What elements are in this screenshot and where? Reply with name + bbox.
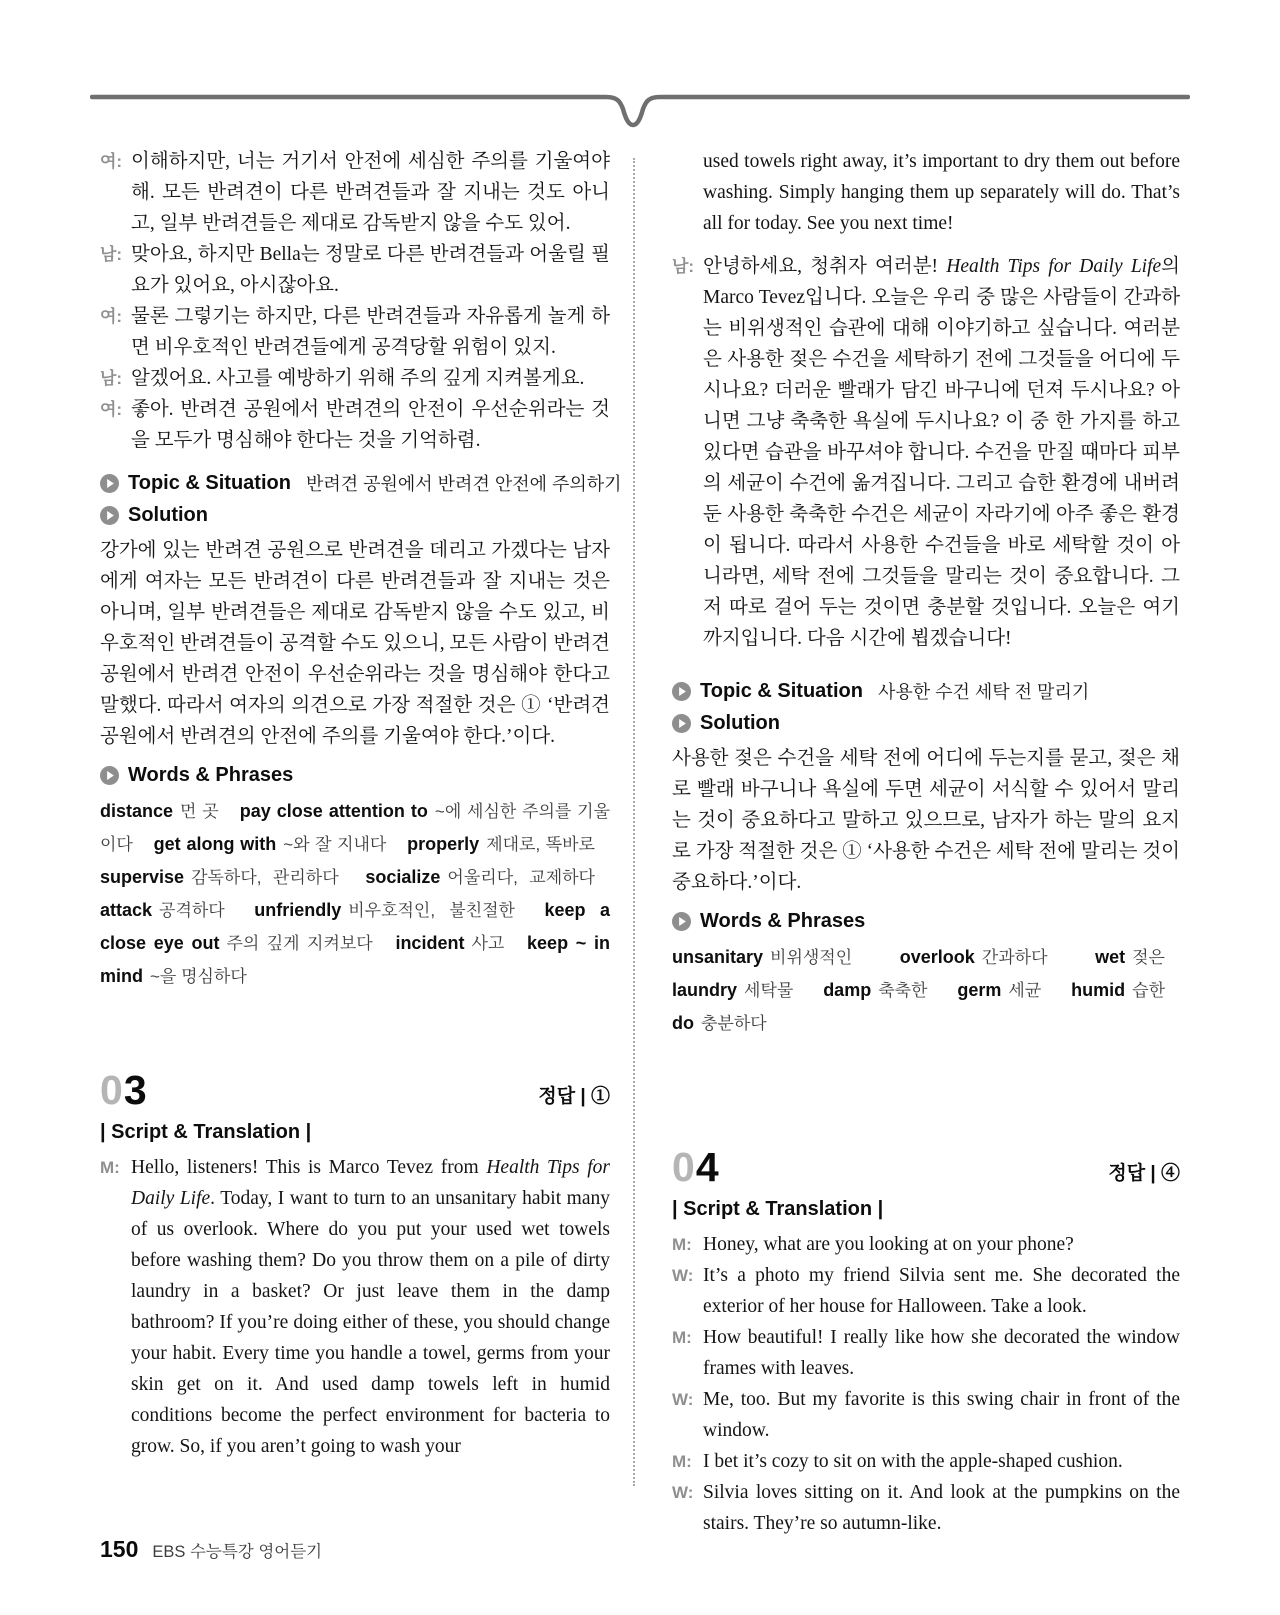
- word-term: incident: [395, 933, 465, 953]
- word-meaning: 간과하다: [981, 948, 1048, 967]
- word-meaning: 축축한: [878, 981, 928, 1000]
- dialogue-text: 이해하지만, 너는 거기서 안전에 세심한 주의를 기울여야 해. 모든 반려견이 다른 반려견들과 잘 지내는 것도 아니고, 일부 반려견들은 제대로 감독받지 않을 수도 있어.: [131, 151, 610, 234]
- word-meaning: 어울리다, 교제하다: [447, 868, 595, 887]
- section-solution: [100, 504, 610, 527]
- dialogue-text: Me, too. But my favorite is this swing chair in front of the window.: [703, 1389, 1180, 1441]
- dialogue-text: 물론 그렇기는 하지만, 다른 반려견들과 자유롭게 놀게 하면 비우호적인 반려견들에게 공격당할 위험이 있지.: [131, 306, 610, 358]
- page-number: 150: [100, 1536, 139, 1562]
- word-meaning: 감독하다, 관리하다: [191, 868, 339, 887]
- word-meaning: ~와 잘 지내다: [283, 835, 387, 854]
- dialogue-text: Hello, listeners! This is Marco Tevez from Health Tips for Daily Life. Today, I want to turn to an unsanitary habit many of us overlook. Where do you put your used wet towels before washing them? Do you throw them on a pile of dirty laundry in a basket? Or just leave them in the damp bathroom? If you’re doing either of these, you should change your habit. Every time you handle a towel, germs from your skin get on it. And used damp towels left in humid conditions become the perfect environment for bacteria to grow. So, if you aren’t going to wash your: [131, 1157, 610, 1457]
- dialogue-turn: [100, 146, 610, 239]
- dialogue-turn: [100, 239, 610, 301]
- script-03-english: [100, 1152, 610, 1462]
- dialogue-turn: [672, 1384, 1180, 1446]
- solution-text: 사용한 젖은 수건을 세탁 전에 어디에 두는지를 묻고, 젖은 채로 빨래 바구니나 욕실에 두면 세균이 서식할 수 있어서 말리는 것이 중요하다고 말하고 있으므로, 남자가 하는 말의 요지로 가장 적절한 것은 ① ‘사용한 수건은 세탁 전에 말리는 것이 중요하다.’이다.: [672, 748, 1180, 893]
- word-term: do: [672, 1013, 694, 1033]
- dialogue-text: I bet it’s cozy to sit on with the apple-shaped cushion.: [703, 1451, 1123, 1472]
- word-meaning: 먼 곳: [180, 802, 219, 821]
- word-item: [395, 933, 504, 953]
- answer-badge: 정답 | ④: [1108, 1163, 1180, 1184]
- word-term: socialize: [365, 867, 441, 887]
- dialogue-turn: [100, 301, 610, 363]
- dialogue-text: How beautiful! I really like how she decorated the window frames with leaves.: [703, 1327, 1180, 1379]
- word-item: [100, 867, 339, 887]
- section-label: Topic & Situation: [128, 471, 291, 494]
- word-term: laundry: [672, 980, 738, 1000]
- speaker-label: 여:: [100, 400, 123, 419]
- question-04-header: [672, 1144, 1180, 1190]
- word-meaning: 젖은: [1132, 948, 1165, 967]
- dialogue-turn: [100, 1152, 610, 1462]
- word-meaning: 주의 깊게 지켜보다: [226, 934, 373, 953]
- section-label: Solution: [128, 504, 208, 526]
- word-meaning: 비위생적인: [770, 948, 853, 967]
- word-item: [407, 834, 595, 854]
- script-04-english: [672, 1229, 1180, 1539]
- words-list: [100, 795, 610, 993]
- word-term: unfriendly: [254, 900, 342, 920]
- dialogue-turn: [672, 1446, 1180, 1477]
- play-icon: [100, 766, 119, 785]
- play-icon: [672, 714, 691, 733]
- word-term: distance: [100, 801, 174, 821]
- dialogue-turn: [672, 251, 1180, 654]
- word-term: keep a close eye out: [100, 900, 610, 953]
- speaker-label: 남:: [100, 369, 123, 388]
- topic-value: 반려견 공원에서 반려견 안전에 주의하기: [305, 474, 622, 494]
- dialogue-turn: [672, 1260, 1180, 1322]
- dialogue-text: It’s a photo my friend Silvia sent me. She decorated the exterior of her house for Halloween. Take a look.: [703, 1265, 1180, 1317]
- question-03-header: [100, 1067, 610, 1113]
- word-item: [672, 947, 852, 967]
- dialogue-turn: [100, 394, 610, 456]
- speaker-label: W:: [672, 1483, 694, 1502]
- word-item: [100, 801, 219, 821]
- section-label: Words & Phrases: [700, 910, 866, 932]
- speaker-label: 여:: [100, 307, 123, 326]
- section-topic-situation: [100, 470, 622, 496]
- word-meaning: 제대로, 똑바로: [486, 835, 595, 854]
- dialogue-turn: [672, 1229, 1180, 1260]
- word-item: [672, 980, 793, 1000]
- speaker-label: 남:: [100, 245, 123, 264]
- word-meaning: ~에 세심한 주의를 기울이다: [100, 802, 610, 854]
- word-meaning: 공격하다: [159, 901, 225, 920]
- answer-badge: 정답 | ①: [538, 1086, 610, 1107]
- play-icon: [672, 682, 691, 701]
- dialogue-text: Silvia loves sitting on it. And look at the pumpkins on the stairs. They’re so autumn-like.: [703, 1482, 1180, 1534]
- script-translation-header: | Script & Translation |: [100, 1121, 312, 1143]
- speaker-label: M:: [672, 1452, 692, 1471]
- word-item: [154, 834, 387, 854]
- script-translation-header: | Script & Translation |: [672, 1198, 884, 1220]
- word-item: [823, 980, 927, 1000]
- script-03-continuation: used towels right away, it’s important to dry them out before washing. Simply hanging them up separately will do. That’s all for today. See you next time!: [703, 151, 1180, 234]
- dialogue-text: 안녕하세요, 청취자 여러분! Health Tips for Daily Life의 Marco Tevez입니다. 오늘은 우리 중 많은 사람들이 간과하는 비위생적인 습관에 대해 이야기하고 싶습니다. 여러분은 사용한 젖은 수건을 세탁하기 전에 그것들을 어디에 두시나요? 더러운 빨래가 담긴 바구니에 던져 두시나요? 아니면 그냥 축축한 욕실에 두시나요? 이 중 한 가지를 하고 있다면 습관을 바꾸셔야 합니다. 수건을 만질 때마다 피부의 세균이 수건에 옮겨집니다. 그리고 습한 환경에 내버려둔 사용한 축축한 수건은 세균이 자라기에 아주 좋은 환경이 됩니다. 따라서 사용한 수건들을 바로 세탁할 것이 아니라면, 세탁 전에 그것들을 말리는 것이 중요합니다. 그저 따로 걸어 두는 것이면 충분할 것입니다. 오늘은 여기까지입니다. 다음 시간에 뵙겠습니다!: [703, 256, 1180, 649]
- word-meaning: 사고: [471, 934, 505, 953]
- speaker-label: M:: [100, 1158, 120, 1177]
- word-meaning: 비우호적인, 불친절한: [348, 901, 515, 920]
- question-number: 03: [100, 1067, 148, 1113]
- word-term: supervise: [100, 867, 185, 887]
- speaker-label: W:: [672, 1390, 694, 1409]
- right-column: [672, 146, 1180, 1539]
- speaker-label: W:: [672, 1266, 694, 1285]
- word-item: [1071, 980, 1165, 1000]
- word-term: attack: [100, 900, 153, 920]
- page-footer: [100, 1536, 322, 1563]
- word-meaning: 세균: [1008, 981, 1042, 1000]
- dialogue-text: 알겠어요. 사고를 예방하기 위해 주의 깊게 지켜볼게요.: [131, 368, 585, 389]
- play-icon: [100, 474, 119, 493]
- speaker-label: 여:: [100, 152, 123, 171]
- dialogue-02-korean: [100, 146, 610, 456]
- solution-text: 강가에 있는 반려견 공원으로 반려견을 데리고 가겠다는 남자에게 여자는 모든 반려견이 다른 반려견들과 잘 지내는 것은 아니며, 일부 반려견들은 제대로 감독받지 않을 수도 있고, 비우호적인 반려견들이 공격할 수도 있으니, 모든 사람이 반려견 공원에서 반려견 안전이 우선순위라는 것을 명심해야 한다고 말했다. 따라서 여자의 의견으로 가장 적절한 것은 ① ‘반려견 공원에서 반려견의 안전에 주의를 기울여야 한다.’이다.: [100, 540, 610, 747]
- word-term: humid: [1071, 980, 1126, 1000]
- speaker-label: M:: [672, 1235, 692, 1254]
- words-list: [672, 941, 1180, 1040]
- section-topic-situation: [672, 678, 1180, 704]
- play-icon: [100, 506, 119, 525]
- dialogue-turn: [100, 363, 610, 394]
- speaker-label: M:: [672, 1328, 692, 1347]
- word-term: keep ~ in mind: [100, 933, 610, 986]
- word-meaning: 세탁물: [744, 981, 794, 1000]
- content-columns: [100, 146, 1180, 1539]
- book-title: EBS 수능특강 영어듣기: [152, 1543, 323, 1561]
- dialogue-text: 좋아. 반려견 공원에서 반려견의 안전이 우선순위라는 것을 모두가 명심해야 한다는 것을 기억하렴.: [131, 399, 610, 451]
- play-icon: [672, 912, 691, 931]
- word-item: [672, 1013, 767, 1033]
- question-number: 04: [672, 1144, 720, 1190]
- speaker-label: 남:: [672, 257, 695, 276]
- word-term: overlook: [899, 947, 975, 967]
- section-solution: [672, 712, 1180, 735]
- word-meaning: ~을 명심하다: [150, 967, 247, 986]
- word-term: properly: [407, 834, 480, 854]
- section-words-phrases: [100, 764, 610, 787]
- dialogue-turn: [672, 1477, 1180, 1539]
- word-term: damp: [823, 980, 872, 1000]
- section-words-phrases: [672, 910, 1180, 933]
- dialogue-text: 맞아요, 하지만 Bella는 정말로 다른 반려견들과 어울릴 필요가 있어요, 아시잖아요.: [131, 244, 610, 296]
- word-item: [100, 900, 225, 920]
- section-label: Words & Phrases: [128, 764, 294, 786]
- word-item: [254, 900, 515, 920]
- word-item: [900, 947, 1048, 967]
- left-column: [100, 146, 622, 1539]
- word-term: pay close attention to: [239, 801, 428, 821]
- word-item: [1095, 947, 1165, 967]
- word-term: get along with: [153, 834, 277, 854]
- top-rule: [90, 92, 1190, 134]
- section-label: Solution: [700, 712, 780, 734]
- word-term: unsanitary: [672, 947, 764, 967]
- word-meaning: 충분하다: [701, 1014, 767, 1033]
- word-term: germ: [957, 980, 1002, 1000]
- word-meaning: 습한: [1132, 981, 1165, 1000]
- section-label: Topic & Situation: [700, 679, 863, 702]
- word-item: [365, 867, 595, 887]
- word-item: [957, 980, 1041, 1000]
- dialogue-turn: [672, 1322, 1180, 1384]
- word-term: wet: [1095, 947, 1126, 967]
- dialogue-text: Honey, what are you looking at on your phone?: [703, 1234, 1074, 1255]
- topic-value: 사용한 수건 세탁 전 말리기: [877, 682, 1090, 702]
- dialogue-03-korean-translation: [672, 251, 1180, 654]
